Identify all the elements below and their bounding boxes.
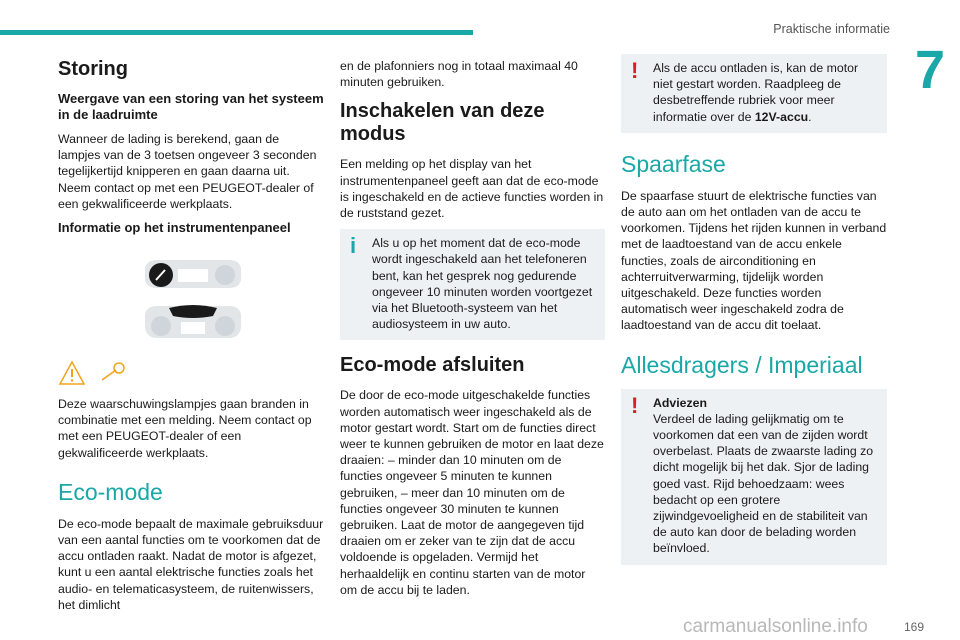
heading-eco-mode-afsluiten: Eco-mode afsluiten [340,354,525,377]
watermark: carmanualsonline.info [683,616,868,637]
advice-text: Verdeel de lading gelijkmatig om te voorkomen dat een van de zijden wordt overbelast. Plaats de zwaarste lading zo dicht mogelijk bij het dak. Sjor de lading goed vast. Rijd behoedzaam: wees bedacht op een grotere zijwindgevoeligheid en de stabiliteit van de auto kan door de belading worden beïnvloed. [653,411,874,556]
paragraph: Wanneer de lading is berekend, gaan de lampjes van de 3 toetsen ongeveer 3 seconden tegelijkertijd knipperen en gaan daarna uit. Neem contact op met een PEUGEOT-dealer of een gekwalificeerde werkplaats. [58,132,317,211]
paragraph: De door de eco-mode uitgeschakelde functies worden automatisch weer ingeschakeld als de motor gestart wordt. Start om de functies direct weer te kunnen gebruiken de motor en laat deze draaien: – minder dan 10 minuten om de functies ongeveer 5 minuten te kunnen gebruiken, – meer dan 10 minuten om de functies ongeveer 30 minuten te kunnen gebruiken. Laat de motor de aangegeven tijd draaien om er zeker van te zijn dat de accu voldoende is opgeladen. Vermijd het herhaaldelijk en continu starten van de motor om de accu bij te laden. [340,388,604,597]
heading-inschakelen: Inschakelen van deze modus [340,100,545,146]
battery-link-text: 12V-accu [754,109,809,124]
subheading-instrument: Informatie op het instrumentenpaneel [58,220,291,236]
subheading-display: Weergave van een storing van het systeem in de laadruimte [58,91,324,122]
steering-display-icon [145,305,241,338]
info-box [340,229,605,340]
heading-storing: Storing [58,58,128,80]
wrench-icon [98,360,128,386]
warning-exclamation-icon: ! [631,392,639,418]
warning-box [621,54,887,133]
warning-text [631,60,877,125]
section-title: Praktische informatie [773,22,890,36]
dashboard-icon [145,260,241,288]
column-3 [621,54,887,579]
paragraph: De spaarfase stuurt de elektrische functies van de auto aan om het ontladen van de accu te voorkomen. Tijdens het rijden kunnen in verband met de laadtoestand van de accu enkele functies, zoals de airconditioning en achterruitverwarming, tijdelijk worden uitgeschakeld. Deze functies worden automatisch weer ingeschakeld zodra de laadtoestand van de accu dit toelaat. [621,188,887,333]
advice-box [621,389,887,565]
paragraph: Deze waarschuwingslampjes gaan branden in combinatie met een melding. Neem contact op met een PEUGEOT-dealer of een gekwalificeerde werkplaats. [58,397,312,460]
paragraph: en de plafonniers nog in totaal maximaal 40 minuten gebruiken. [340,59,578,90]
column-2 [340,58,605,606]
info-icon: i [350,233,357,259]
warning-triangle-icon [58,360,86,386]
paragraph: Een melding op het display van het instrumentenpaneel geeft aan dat de eco-mode is ingeschakeld en de actieve functies worden in de ruststand gezet. [340,157,604,221]
warning-text-end: . [808,109,812,124]
heading-spaarfase: Spaarfase [621,150,726,177]
header-accent-bar [0,30,473,35]
warning-text-main: Als de accu ontladen is, kan de motor niet gestart worden. Raadpleeg de desbetreffende rubriek voor meer informatie over de [653,61,859,124]
heading-eco-mode: Eco-mode [58,478,163,505]
instrument-panel-illustration [143,258,243,348]
column-1 [58,50,324,621]
warning-exclamation-icon: ! [631,58,639,83]
warning-icons-row [58,360,324,388]
advice-title: Adviezen [653,395,707,410]
paragraph: De eco-mode bepaalt de maximale gebruiksduur van een aantal functies om te voorkomen dat de accu ontladen raakt. Nadat de motor is afgezet, kunt u een aantal elektrische functies zoals het audio- en telematicasysteem, de ruitenwissers, het dimlicht [58,516,324,612]
chapter-number: 7 [914,40,946,100]
heading-allesdragers: Allesdragers / Imperiaal [621,351,863,378]
page-number: 169 [903,620,924,634]
info-text: Als u op het moment dat de eco-mode wordt ingeschakeld aan het telefoneren bent, kan het gesprek nog gedurende ongeveer 10 minuten worden voortgezet via het Bluetooth-systeem van het audiosysteem in uw auto. [372,236,593,332]
